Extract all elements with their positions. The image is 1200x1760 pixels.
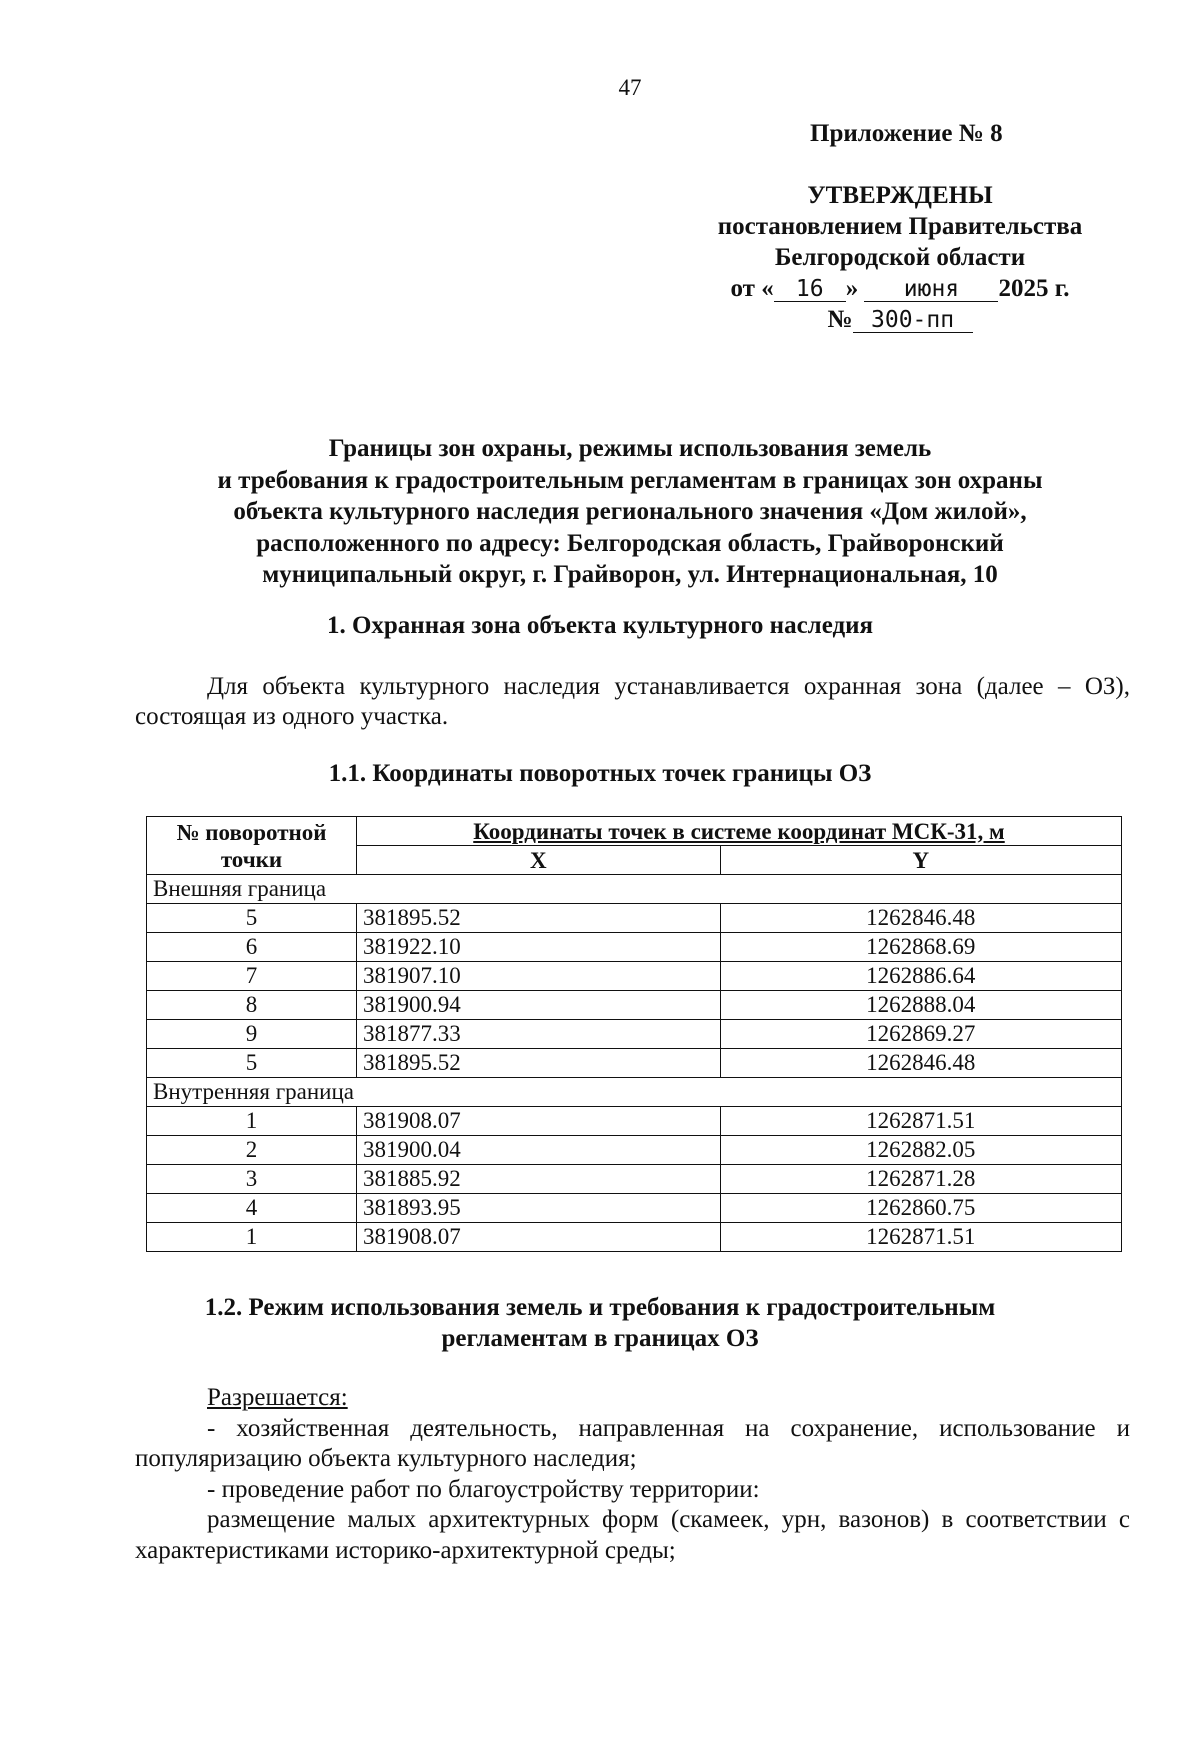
inner-boundary-label: Внутренняя граница [147, 1078, 1122, 1107]
x-cell: 381907.10 [357, 962, 721, 991]
title-line: и требования к градостроительным регламентам в границах зон охраны [217, 466, 1043, 494]
section-1-2-body [135, 1383, 1130, 1566]
heading-line: регламентам в границах ОЗ [441, 1325, 759, 1352]
x-cell: 381885.92 [357, 1165, 721, 1194]
y-cell: 1262846.48 [720, 1049, 1121, 1078]
y-cell: 1262882.05 [720, 1136, 1121, 1165]
approval-line: Белгородской области [774, 244, 1026, 271]
point-cell: 3 [147, 1165, 357, 1194]
approval-number [700, 304, 1100, 335]
x-cell: 381908.07 [357, 1107, 721, 1136]
column-header-x: X [357, 846, 721, 875]
date-year: 2025 г. [998, 275, 1070, 302]
table-row [147, 1020, 1122, 1049]
column-header-coords: Координаты точек в системе координат МСК-31, м [357, 817, 1122, 846]
column-header-point: № поворотной точки [147, 817, 357, 875]
point-cell: 9 [147, 1020, 357, 1049]
allowed-item: - хозяйственная деятельность, направленная на сохранение, использование и популяризацию объекта культурного наследия; [135, 1414, 1130, 1472]
title-line: объекта культурного наследия регионального значения «Дом жилой», [233, 498, 1027, 525]
section-1-text: Для объекта культурного наследия устанавливается охранная зона (далее – ОЗ), состоящая из одного участка. [135, 673, 1130, 730]
y-cell: 1262869.27 [720, 1020, 1121, 1049]
decree-number: 300-пп [853, 308, 973, 333]
table-row [147, 1165, 1122, 1194]
table-row [147, 1049, 1122, 1078]
x-cell: 381900.04 [357, 1136, 721, 1165]
section-1-1-heading: 1.1. Координаты поворотных точек границы ОЗ [328, 760, 872, 787]
outer-boundary-label: Внешняя граница [147, 875, 1122, 904]
x-cell: 381895.52 [357, 904, 721, 933]
number-prefix: № [827, 306, 853, 333]
approval-block [700, 180, 1100, 335]
table-row [147, 962, 1122, 991]
point-cell: 5 [147, 1049, 357, 1078]
point-cell: 7 [147, 962, 357, 991]
document-title [120, 433, 1140, 591]
y-cell: 1262888.04 [720, 991, 1121, 1020]
allowed-label: Разрешается: [207, 1384, 348, 1411]
point-cell: 6 [147, 933, 357, 962]
point-cell: 8 [147, 991, 357, 1020]
point-cell: 5 [147, 904, 357, 933]
group-row [147, 875, 1122, 904]
x-cell: 381922.10 [357, 933, 721, 962]
approval-title: УТВЕРЖДЕНЫ [807, 182, 993, 209]
y-cell: 1262860.75 [720, 1194, 1121, 1223]
x-cell: 381895.52 [357, 1049, 721, 1078]
title-line: муниципальный округ, г. Грайворон, ул. Интернациональная, 10 [262, 561, 998, 588]
section-1-heading: 1. Охранная зона объекта культурного наследия [326, 612, 874, 639]
allowed-item: - проведение работ по благоустройству территории: [207, 1475, 760, 1503]
point-cell: 4 [147, 1194, 357, 1223]
point-cell: 2 [147, 1136, 357, 1165]
point-cell: 1 [147, 1107, 357, 1136]
y-cell: 1262868.69 [720, 933, 1121, 962]
point-cell: 1 [147, 1223, 357, 1252]
y-cell: 1262886.64 [720, 962, 1121, 991]
date-prefix: от « [730, 275, 774, 302]
x-cell: 381908.07 [357, 1223, 721, 1252]
table-row [147, 991, 1122, 1020]
x-cell: 381900.94 [357, 991, 721, 1020]
date-month: июня [864, 277, 998, 302]
approval-line: постановлением Правительства [717, 213, 1083, 240]
y-cell: 1262871.51 [720, 1223, 1121, 1252]
date-day: 16 [774, 277, 846, 302]
date-mid: » [845, 275, 859, 302]
heading-line: 1.2. Режим использования земель и требования к градостроительным [204, 1294, 996, 1321]
table-row [147, 1136, 1122, 1165]
allowed-item: размещение малых архитектурных форм (скамеек, урн, вазонов) в соответствии с характеристиками историко-архитектурной среды; [135, 1506, 1130, 1564]
y-cell: 1262871.28 [720, 1165, 1121, 1194]
page-number: 47 [618, 75, 642, 100]
column-header-y: Y [720, 846, 1121, 875]
title-line: расположенного по адресу: Белгородская область, Грайворонский [256, 529, 1004, 557]
x-cell: 381877.33 [357, 1020, 721, 1049]
appendix-label: Приложение № 8 [810, 120, 1003, 147]
section-1-2-heading [120, 1292, 1080, 1354]
table-row [147, 933, 1122, 962]
coordinates-table [146, 816, 1122, 1252]
group-row [147, 1078, 1122, 1107]
y-cell: 1262871.51 [720, 1107, 1121, 1136]
table-row [147, 904, 1122, 933]
title-line: Границы зон охраны, режимы использования земель [328, 435, 932, 462]
table-row [147, 1194, 1122, 1223]
approval-date [700, 273, 1100, 304]
x-cell: 381893.95 [357, 1194, 721, 1223]
y-cell: 1262846.48 [720, 904, 1121, 933]
table-row [147, 1223, 1122, 1252]
table-row [147, 1107, 1122, 1136]
